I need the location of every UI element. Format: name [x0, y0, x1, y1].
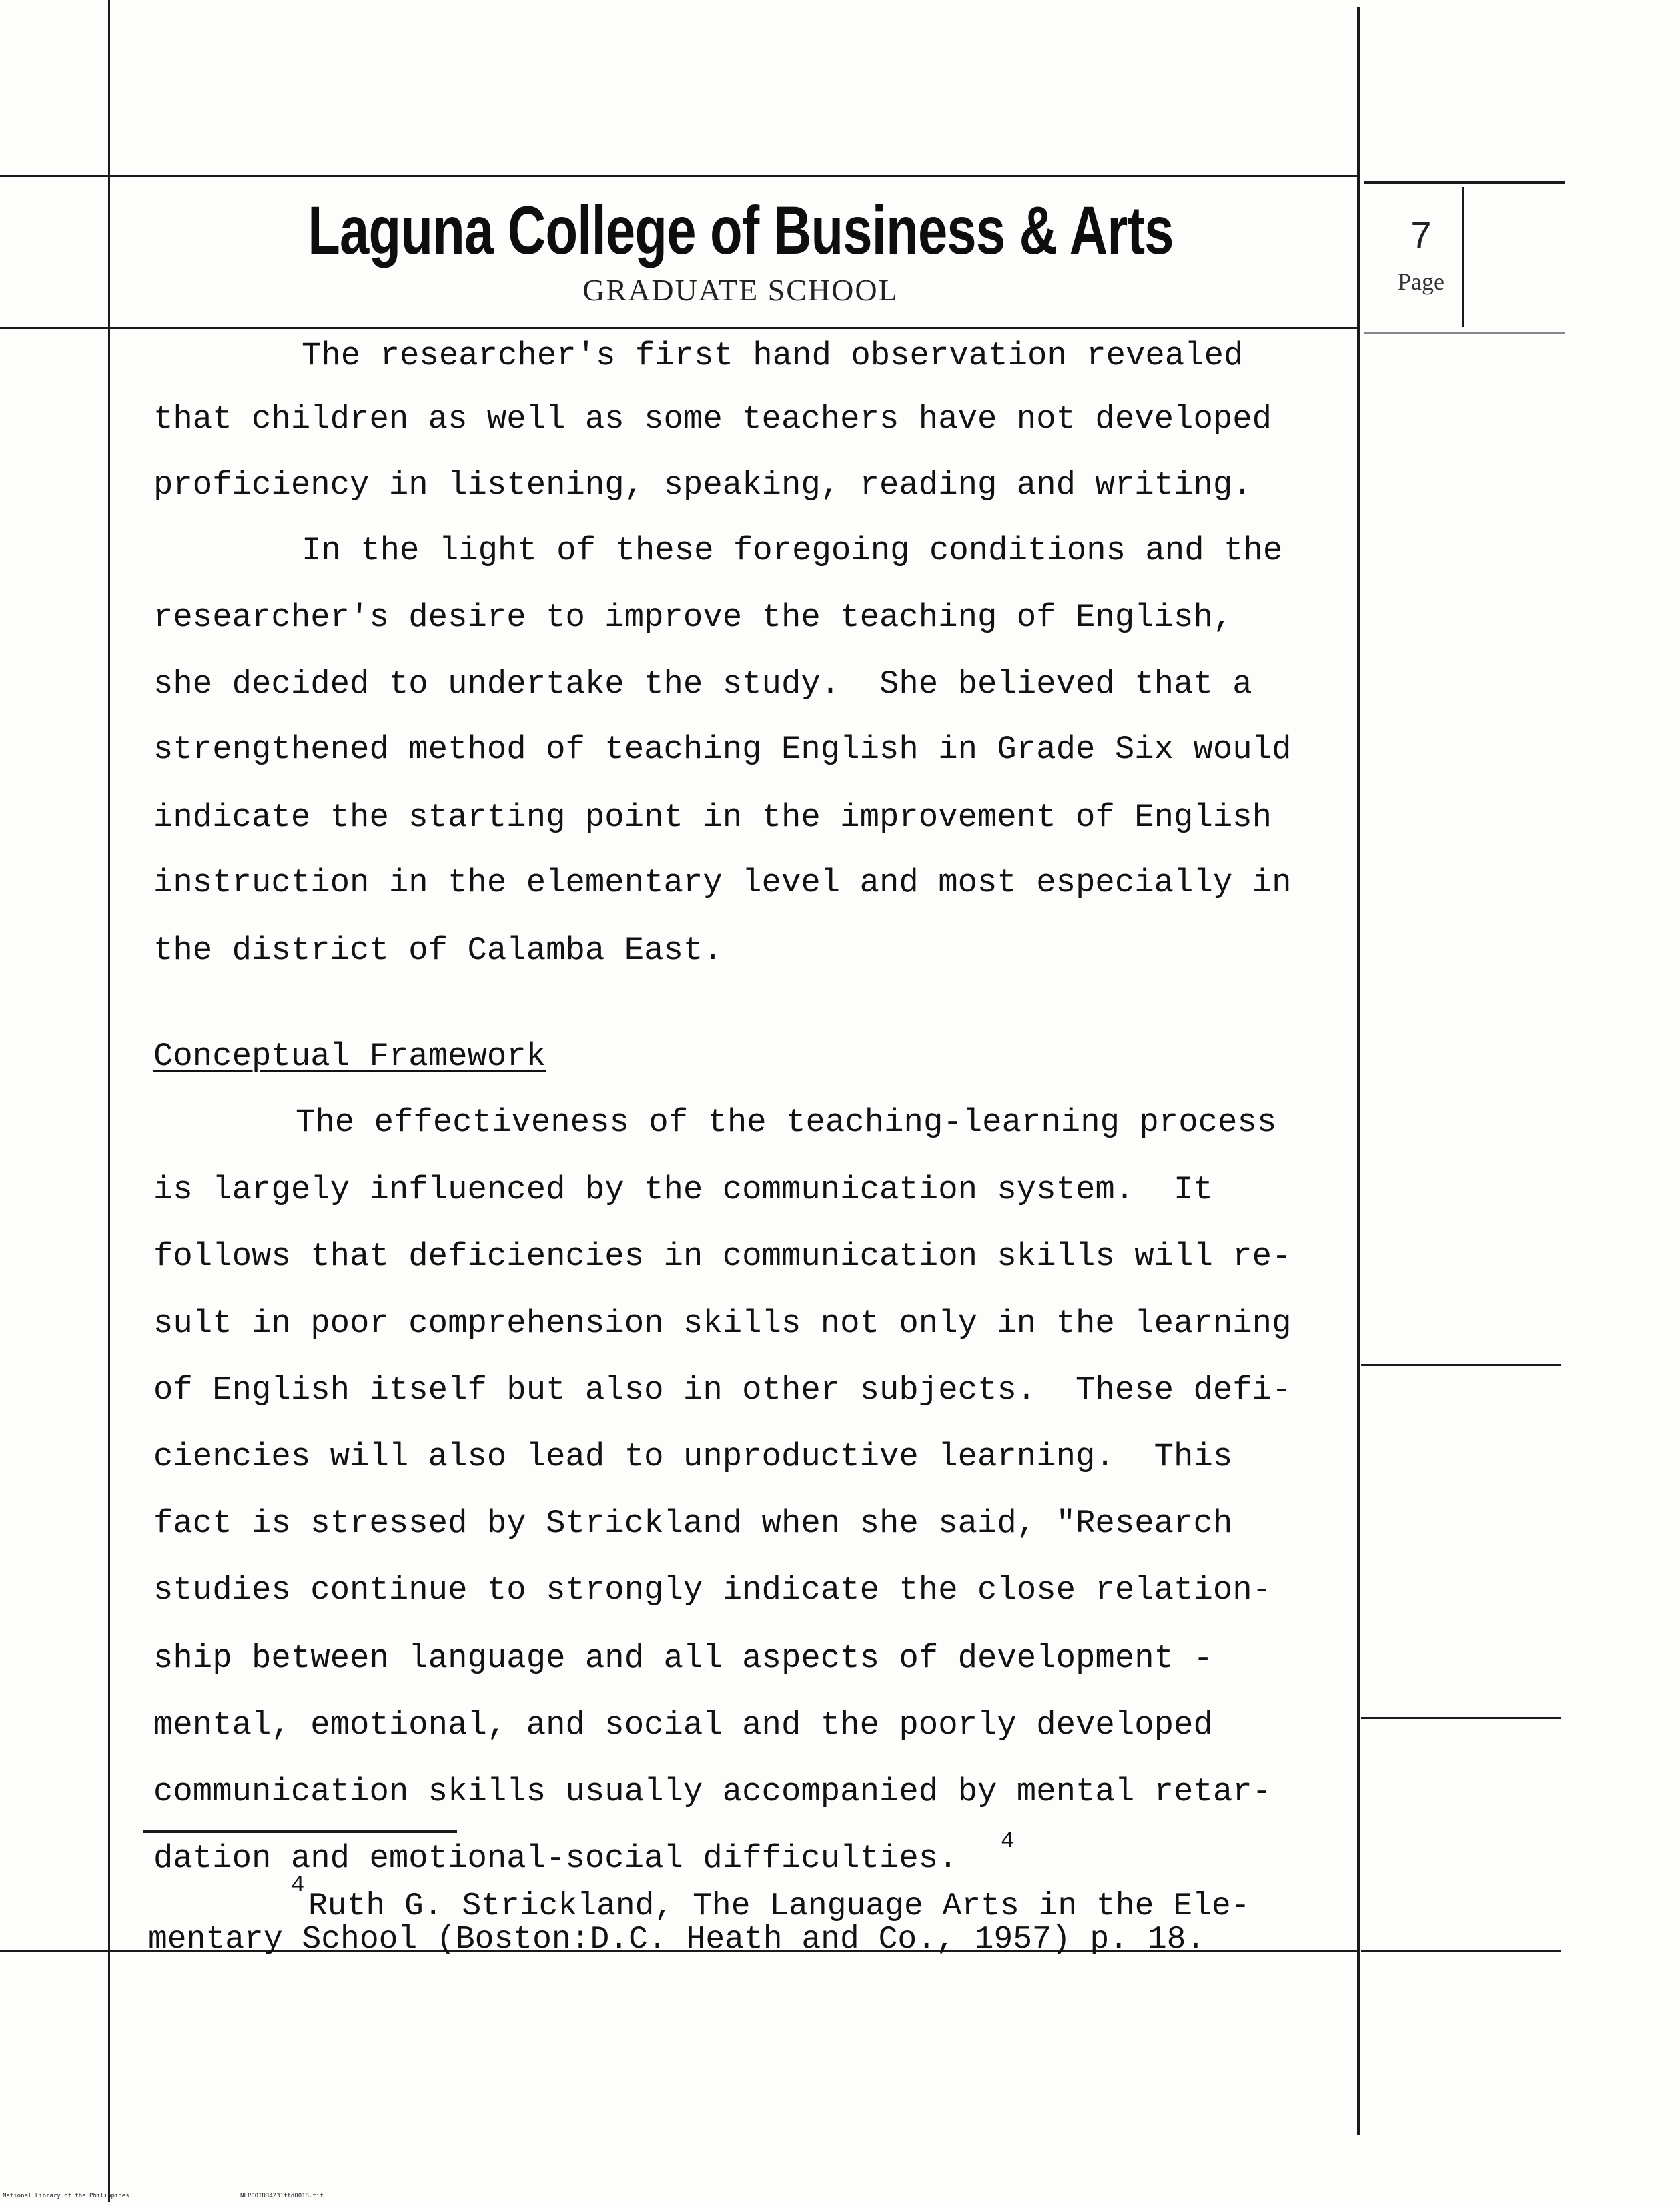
body-line: of English itself but also in other subjects. These defi-	[153, 1371, 1292, 1409]
body-line: studies continue to strongly indicate the close relation-	[153, 1571, 1272, 1609]
body-line: The effectiveness of the teaching-learning process	[296, 1104, 1277, 1141]
body-line: fact is stressed by Strickland when she said, "Research	[153, 1505, 1233, 1542]
body-line: she decided to undertake the study. She believed that a	[153, 665, 1252, 703]
right-margin-tick-2	[1361, 1717, 1561, 1719]
left-margin-rule	[108, 0, 110, 2202]
footnote-marker: 4	[291, 1873, 305, 1898]
body-line: strengthened method of teaching English in Grade Six would	[153, 731, 1292, 768]
footnote-line: Ruth G. Strickland, The Language Arts in the Ele-	[308, 1888, 1250, 1924]
body-line: proficiency in listening, speaking, reading and writing.	[153, 466, 1252, 504]
header-bottom-rule	[0, 327, 1357, 329]
body-line: that children as well as some teachers have not developed	[153, 400, 1272, 438]
body-line: instruction in the elementary level and most especially in	[153, 864, 1292, 901]
body-line: indicate the starting point in the improvement of English	[153, 799, 1272, 836]
header-bottom-rule-right	[1364, 332, 1565, 334]
body-line: communication skills usually accompanied by mental retar-	[153, 1773, 1272, 1810]
body-line: the district of Calamba East.	[153, 932, 723, 969]
archive-filename: NLP00TD34231ftd0018.tif	[240, 2193, 324, 2199]
footer-rule-right	[1361, 1950, 1561, 1952]
body-line: sult in poor comprehension skills not only in the learning	[153, 1305, 1292, 1342]
header-top-rule-right	[1364, 181, 1565, 184]
footnote-line: mentary School (Boston:D.C. Heath and Co., 1957) p. 18.	[148, 1922, 1206, 1958]
section-heading: Conceptual Framework	[153, 1038, 546, 1075]
body-line: mental, emotional, and social and the poorly developed	[153, 1706, 1213, 1744]
body-line: The researcher's first hand observation revealed	[302, 337, 1244, 374]
body-line: researcher's desire to improve the teaching of English,	[153, 599, 1233, 636]
header-top-rule	[0, 175, 1357, 177]
body-line: In the light of these foregoing conditions and the	[302, 532, 1283, 569]
school-subtitle: GRADUATE SCHOOL	[582, 273, 899, 307]
body-line: ciencies will also lead to unproductive learning. This	[153, 1438, 1233, 1475]
page-box-rule	[1462, 187, 1464, 327]
right-margin-tick-1	[1361, 1364, 1561, 1366]
footnote-rule	[143, 1830, 457, 1833]
body-line: is largely influenced by the communication system. It	[153, 1171, 1213, 1208]
page-number: 7	[1410, 214, 1432, 256]
body-line: ship between language and all aspects of development -	[153, 1639, 1213, 1677]
body-line: dation and emotional-social difficulties.	[153, 1840, 958, 1877]
archive-library-caption: National Library of the Philippines	[3, 2193, 129, 2199]
page-label: Page	[1398, 268, 1444, 295]
right-margin-rule	[1357, 7, 1360, 2135]
footnote-reference: 4	[1001, 1829, 1015, 1854]
body-line: follows that deficiencies in communication skills will re-	[153, 1238, 1292, 1275]
institution-title: Laguna College of Business & Arts	[308, 192, 1174, 268]
